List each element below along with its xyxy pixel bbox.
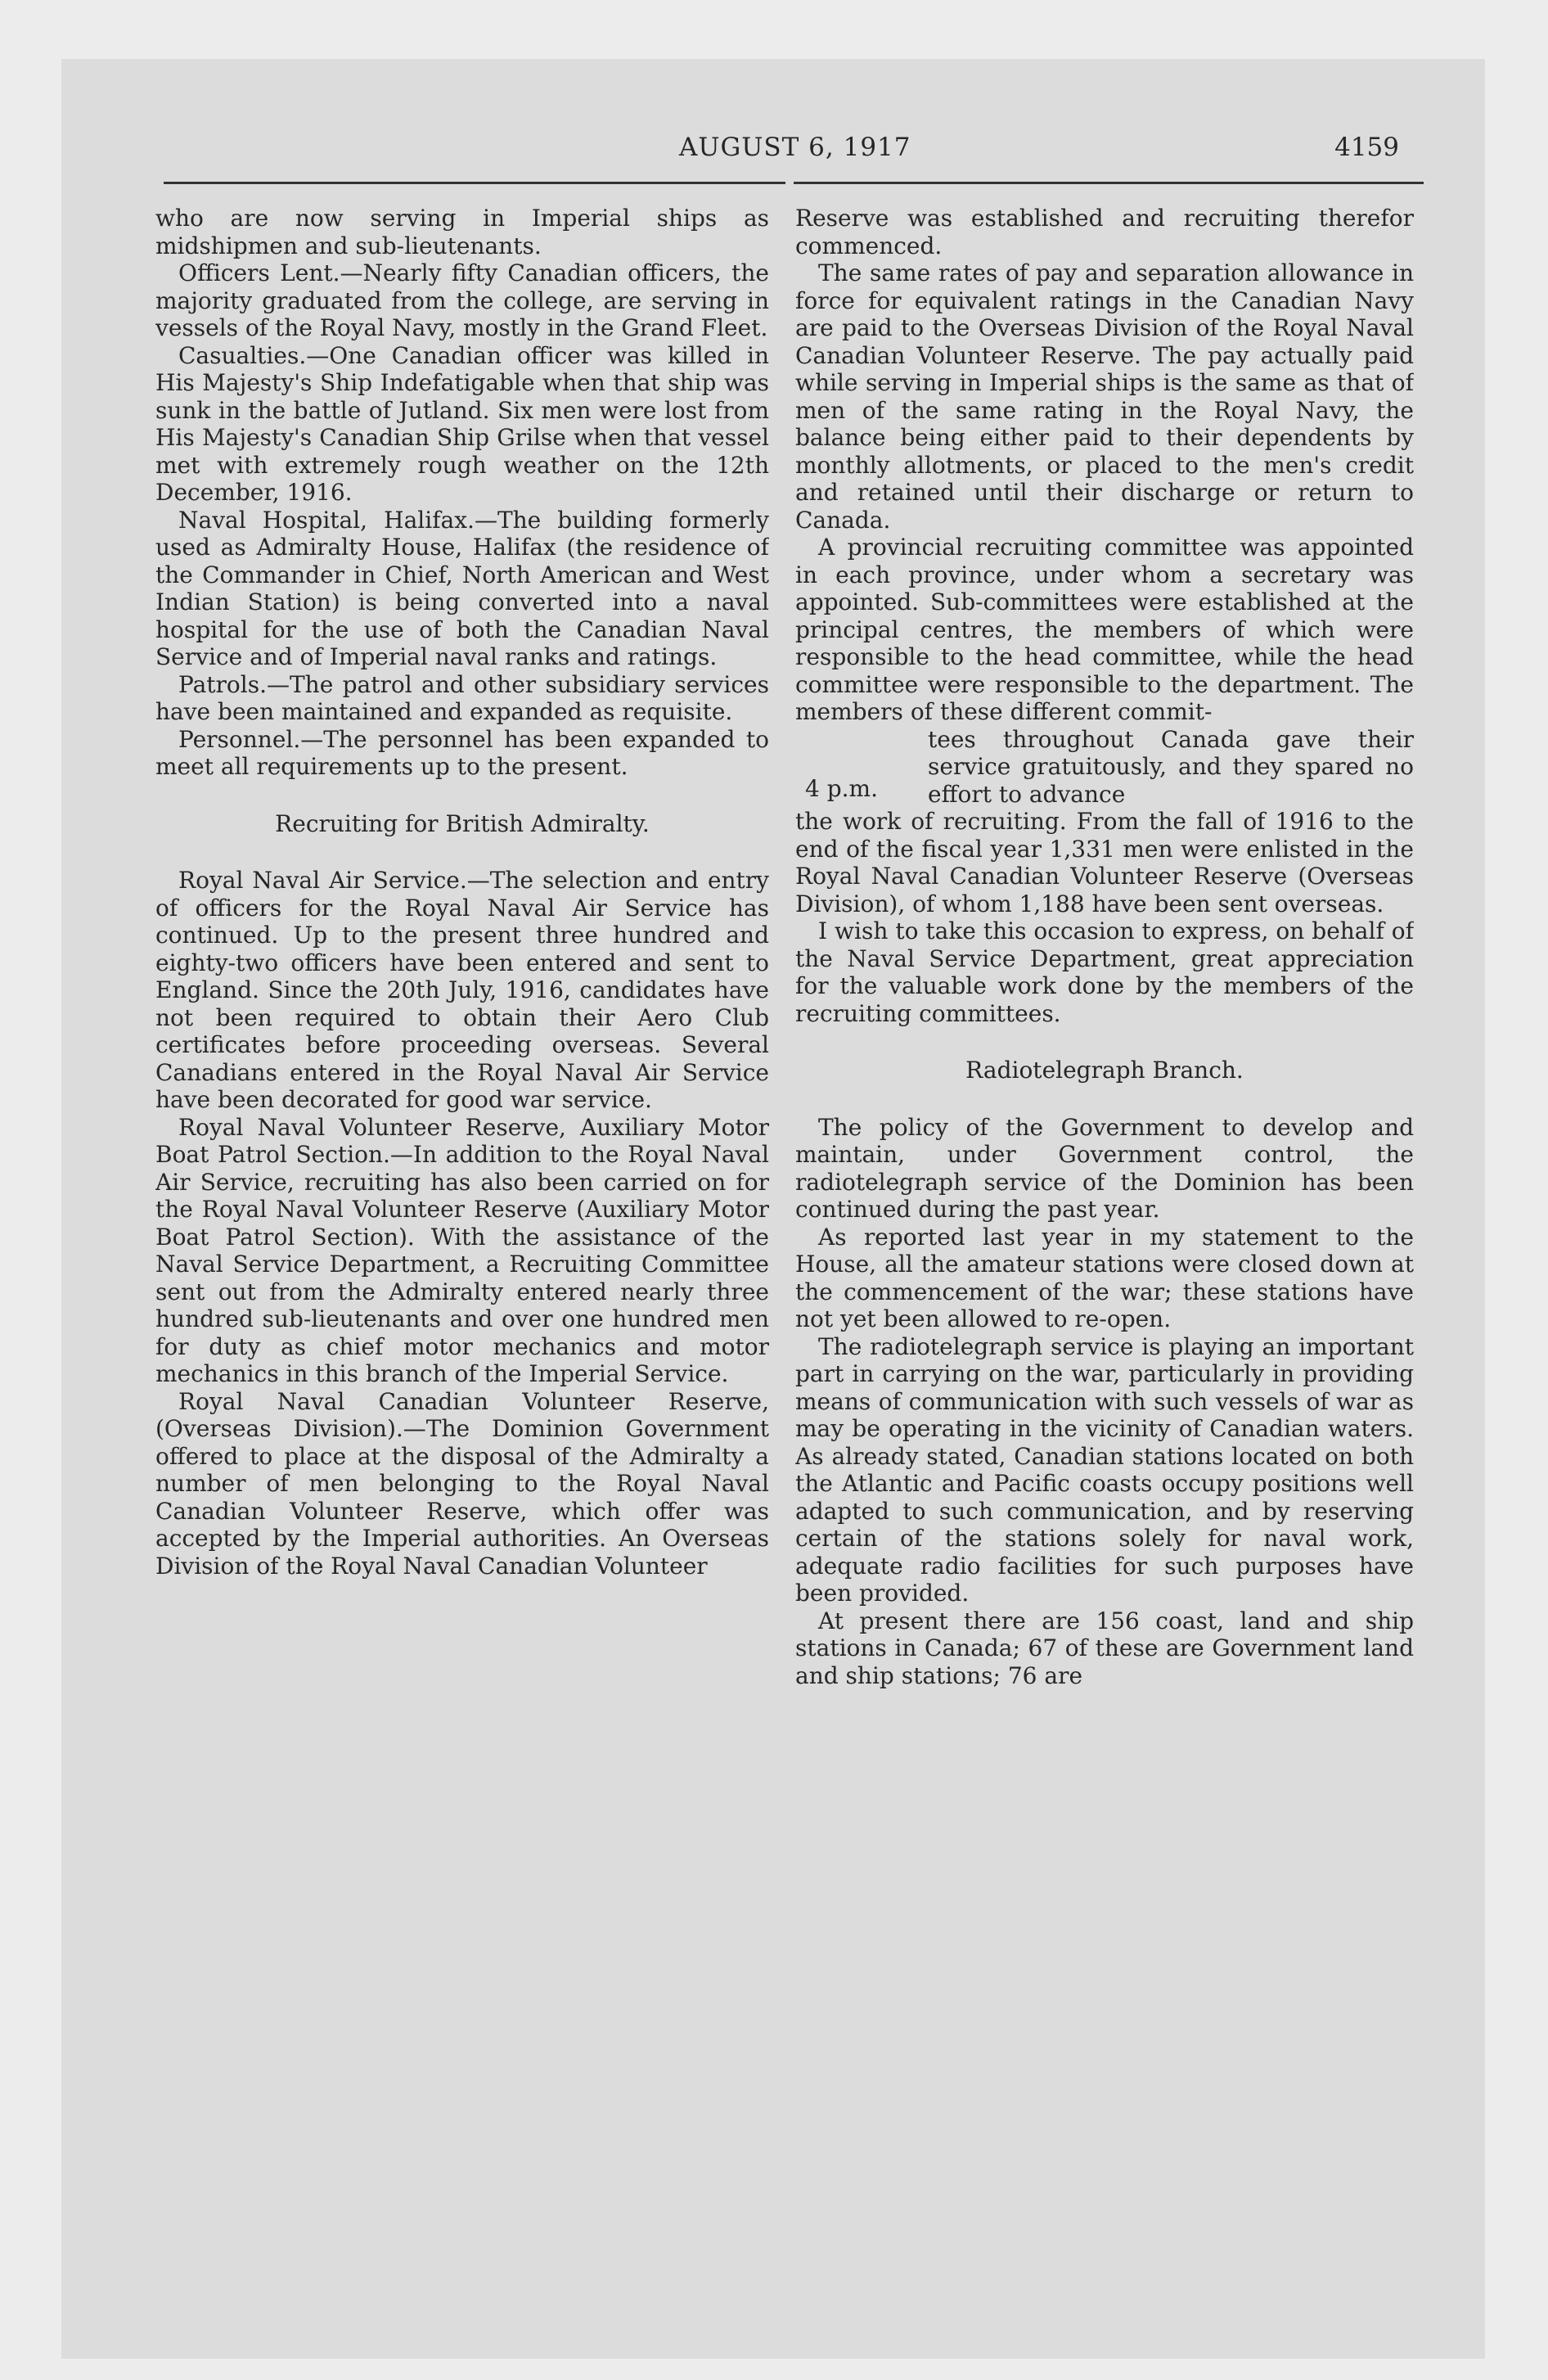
paragraph: The radiotelegraph service is playing an important part in carrying on the war, particularly in providing means of communication with such vessels of war as may be operating in the vicinity of Canadian waters. As already stated, Canadian stations located on both the Atlantic and Pacific coasts occupy positions well adapted to such communication, and by reserving certain of the stations solely for naval work, adequate radio facilities for such purposes have been provided. (795, 1332, 1414, 1607)
section-heading: Radiotelegraph Branch. (965, 1057, 1244, 1084)
left-column (155, 205, 769, 2292)
paragraph: Royal Naval Canadian Volunteer Reserve, (Overseas Division).—The Dominion Government offered to place at the disposal of the Admiralty a number of men belonging to the Royal Naval Canadian Volunteer Reserve, which offer was accepted by the Imperial authorities. An Overseas Division of the Royal Naval Canadian Volunteer (155, 1387, 769, 1580)
header-rule-right (794, 182, 1424, 184)
page-number: 4159 (1334, 133, 1399, 162)
paragraph: Reserve was established and recruiting therefor commenced. (795, 205, 1414, 259)
right-column (795, 205, 1414, 2292)
paragraph: The policy of the Government to develop and maintain, under Government control, the radiotelegraph service of the Dominion has been continued during the past year. (795, 1113, 1414, 1223)
paragraph-continued: tees throughout Canada gave their service gratuitously, and they spared no effort to advance (928, 725, 1414, 808)
paragraph: I wish to take this occasion to express, on behalf of the Naval Service Department, great appreciation for the valuable work done by the members of the recruiting committees. (795, 917, 1414, 1027)
paragraph: The same rates of pay and separation allowance in force for equivalent ratings in the Canadian Navy are paid to the Overseas Division of the Royal Naval Canadian Volunteer Reserve. The pay actually paid while serving in Imperial ships is the same as that of men of the same rating in the Royal Navy, the balance being either paid to their dependents by monthly allotments, or placed to the men's credit and retained until their discharge or return to Canada. (795, 259, 1414, 534)
paragraph: Patrols.—The patrol and other subsidiary services have been maintained and expanded as requisite. (155, 670, 769, 725)
page-header (622, 123, 1432, 172)
header-date: AUGUST 6, 1917 (679, 133, 911, 162)
paragraph: Casualties.—One Canadian officer was killed in His Majesty's Ship Indefatigable when that ship was sunk in the battle of Jutland. Six men were lost from His Majesty's Canadian Ship Grilse when that vessel met with extremely rough weather on the 12th December, 1916. (155, 341, 769, 506)
paragraph: Personnel.—The personnel has been expanded to meet all requirements up to the present. (155, 725, 769, 780)
paragraph: who are now serving in Imperial ships as midshipmen and sub-lieutenants. (155, 205, 769, 259)
paragraph: Officers Lent.—Nearly fifty Canadian officers, the majority graduated from the college, are serving in vessels of the Royal Navy, mostly in the Grand Fleet. (155, 259, 769, 341)
section-heading: Recruiting for British Admiralty. (275, 809, 650, 837)
paragraph: Royal Naval Air Service.—The selection and entry of officers for the Royal Naval Air Service has continued. Up to the present three hundred and eighty-two officers have been entered and sent to England. Since the 20th July, 1916, candidates have not been required to obtain their Aero Club certificates before proceeding overseas. Several Canadians entered in the Royal Naval Air Service have been decorated for good war service. (155, 867, 769, 1113)
margin-time-note: 4 p.m. (805, 774, 878, 802)
header-rule-left (164, 182, 785, 184)
paragraph-continued: the work of recruiting. From the fall of 1916 to the end of the fiscal year 1,331 men were enlisted in the Royal Naval Canadian Volunteer Reserve (Overseas Division), of whom 1,188 have been sent overseas. (795, 808, 1414, 917)
paragraph: At present there are 156 coast, land and ship stations in Canada; 67 of these are Government land and ship stations; 76 are (795, 1607, 1414, 1689)
paragraph: As reported last year in my statement to the House, all the amateur stations were closed down at the commencement of the war; these stations have not yet been allowed to re-open. (795, 1223, 1414, 1332)
margin-note-row (795, 726, 1414, 809)
paragraph: A provincial recruiting committee was appointed in each province, under whom a secretary was appointed. Sub-committees were established at the principal centres, the members of which were responsible to the head committee, while the head committee were responsible to the department. The members of these different commit- (795, 534, 1414, 725)
paragraph: Royal Naval Volunteer Reserve, Auxiliary Motor Boat Patrol Section.—In addition to the Royal Naval Air Service, recruiting has also been carried on for the Royal Naval Volunteer Reserve (Auxiliary Motor Boat Patrol Section). With the assistance of the Naval Service Department, a Recruiting Committee sent out from the Admiralty entered nearly three hundred sub-lieutenants and over one hundred men for duty as chief motor mechanics and motor mechanics in this branch of the Imperial Service. (155, 1113, 769, 1387)
paragraph: Naval Hospital, Halifax.—The building formerly used as Admiralty House, Halifax (the residence of the Commander in Chief, North American and West Indian Station) is being converted into a naval hospital for the use of both the Canadian Naval Service and of Imperial naval ranks and ratings. (155, 506, 769, 670)
